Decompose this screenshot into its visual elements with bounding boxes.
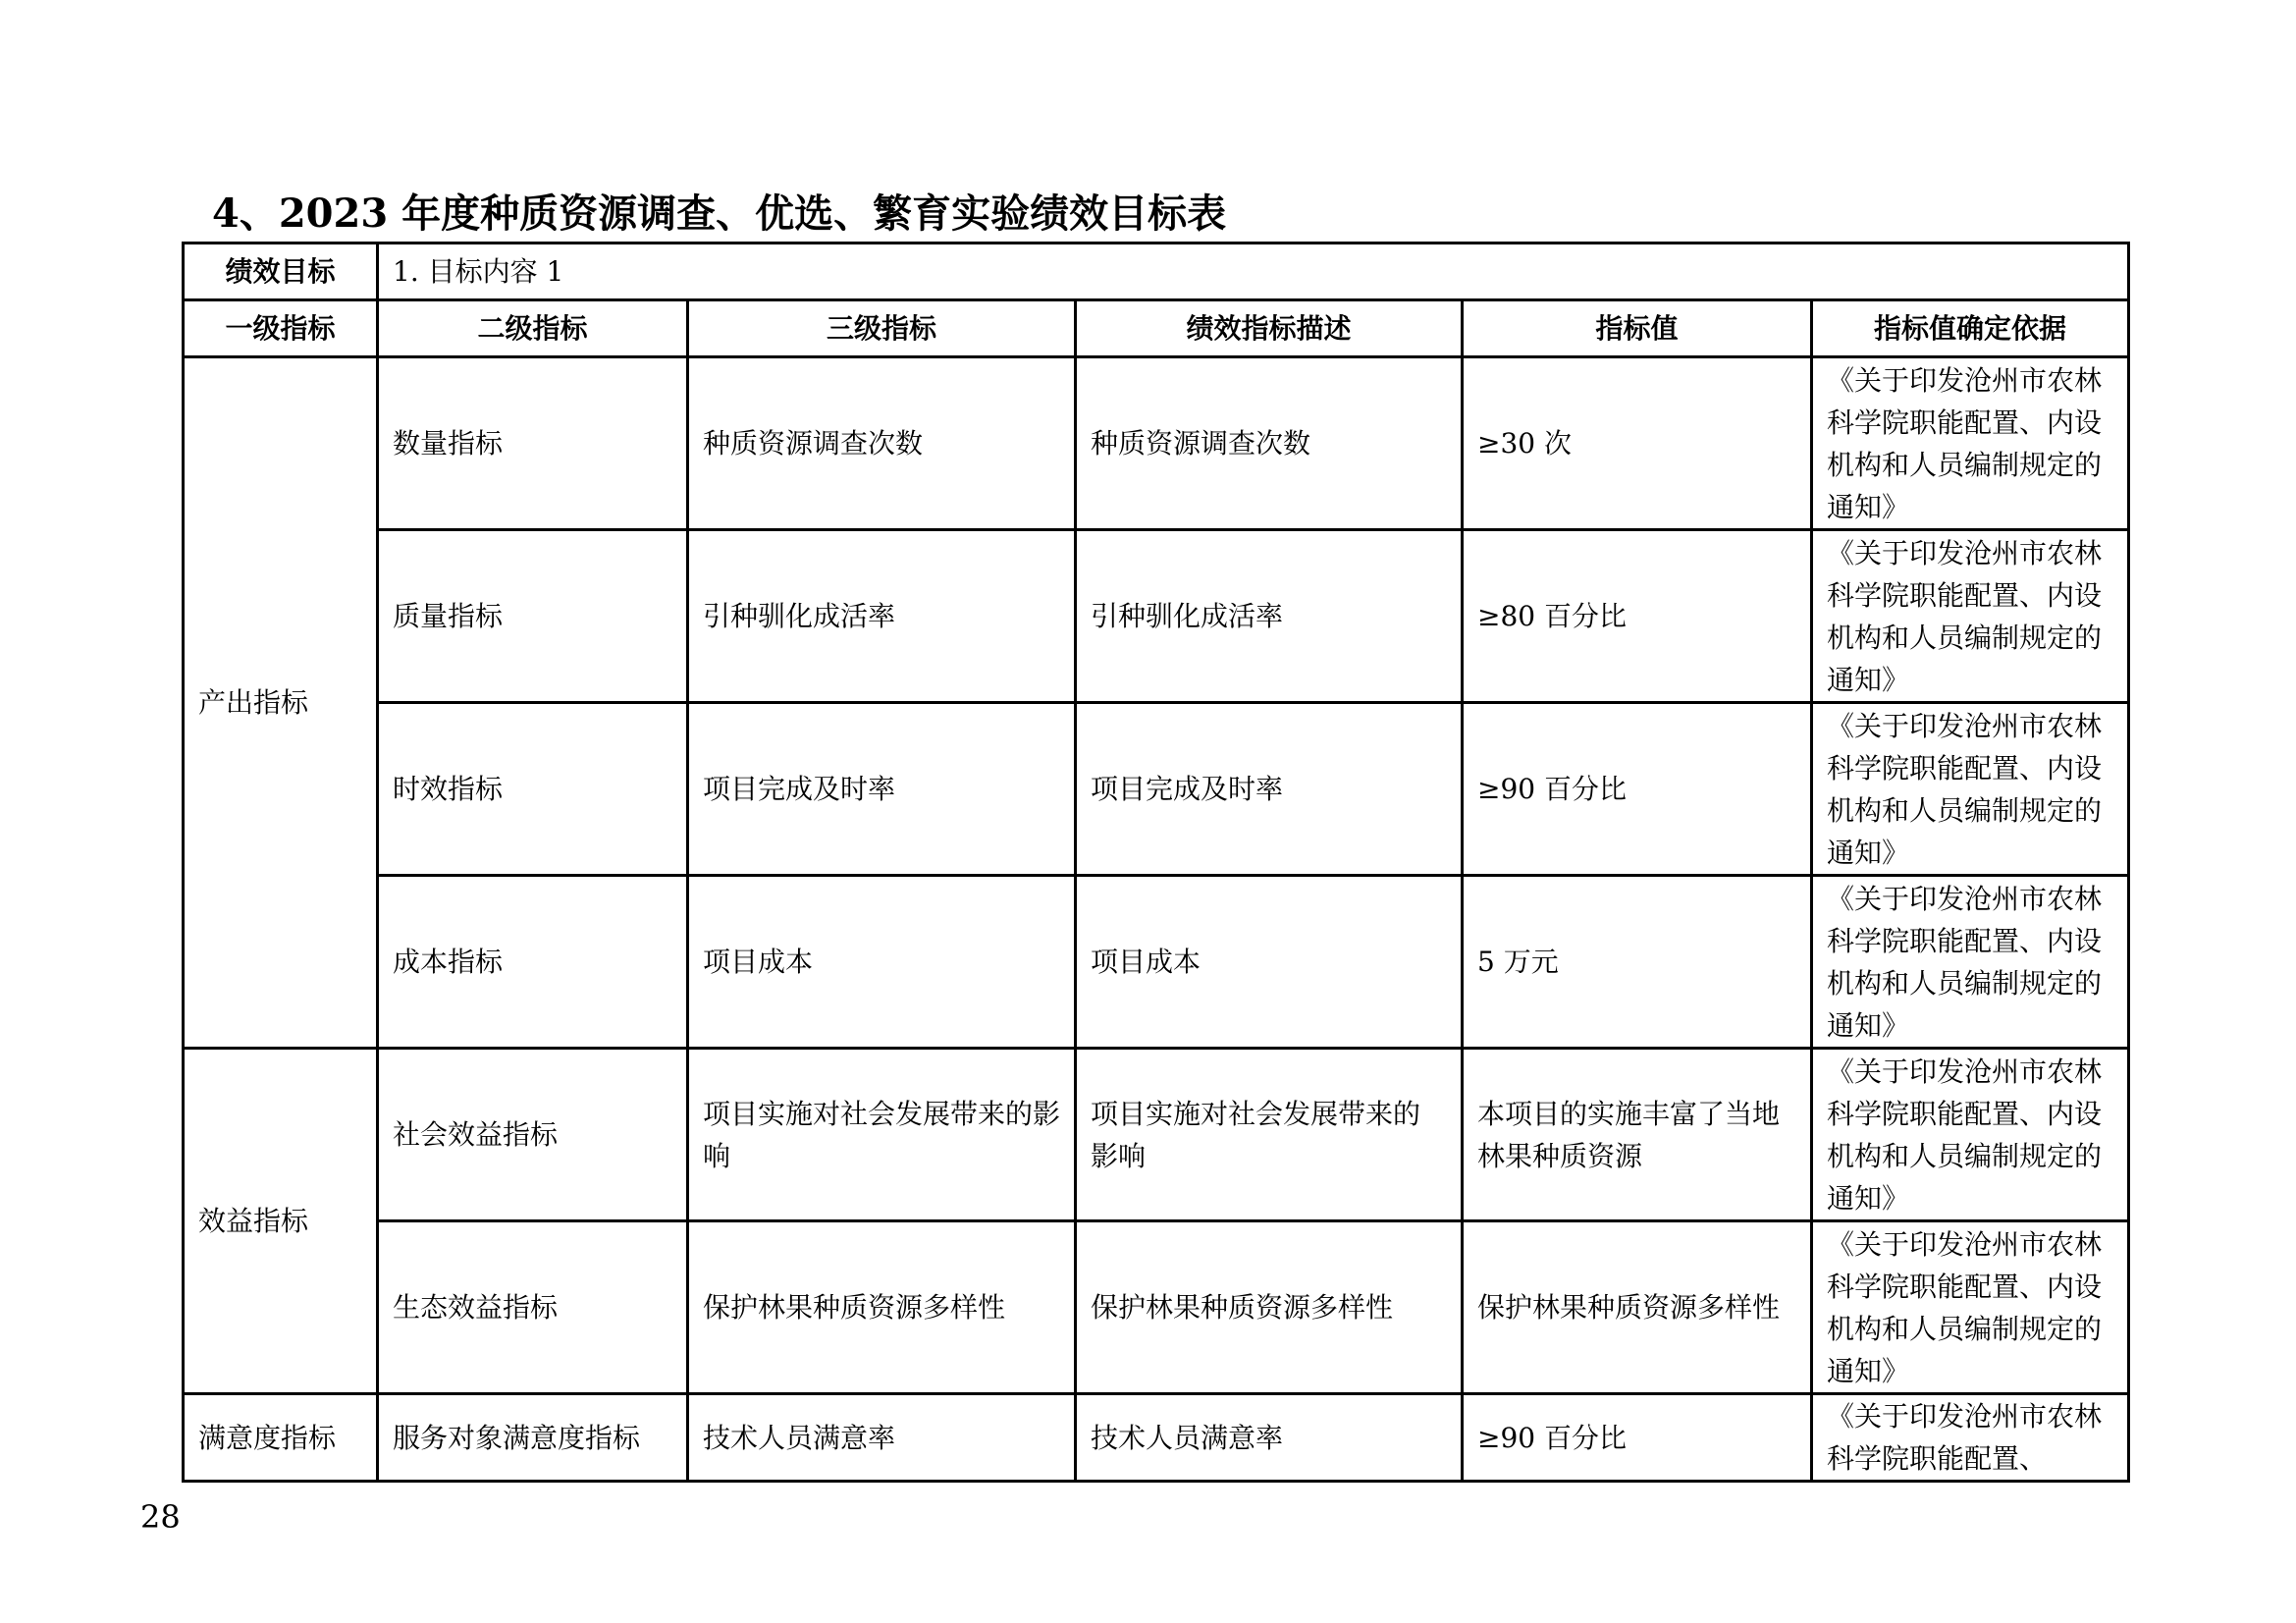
level3-cell: 项目实施对社会发展带来的影响 [688,1049,1076,1221]
level3-cell: 项目完成及时率 [688,703,1076,876]
level3-cell: 种质资源调查次数 [688,357,1076,530]
goal-content: 1. 目标内容 1 [378,243,2129,300]
basis-cell: 《关于印发沧州市农林科学院职能配置、内设机构和人员编制规定的通知》 [1812,1049,2129,1221]
description-cell: 技术人员满意率 [1076,1394,1463,1482]
page-number: 28 [140,1498,181,1536]
table-row [184,357,2129,530]
header-level2: 二级指标 [378,300,688,357]
basis-cell: 《关于印发沧州市农林科学院职能配置、 [1812,1394,2129,1482]
table-row [184,1221,2129,1394]
header-level1: 一级指标 [184,300,378,357]
level2-cell: 质量指标 [378,530,688,703]
page-title: 4、2023 年度种质资源调查、优选、繁育实验绩效目标表 [212,190,1227,237]
level3-cell: 保护林果种质资源多样性 [688,1221,1076,1394]
group-output: 产出指标 [184,357,378,1049]
level2-cell: 时效指标 [378,703,688,876]
level2-cell: 服务对象满意度指标 [378,1394,688,1482]
value-cell: ≥90 百分比 [1463,1394,1812,1482]
table-row [184,703,2129,876]
description-cell: 项目成本 [1076,876,1463,1049]
level2-cell: 生态效益指标 [378,1221,688,1394]
table-row [184,530,2129,703]
header-value: 指标值 [1463,300,1812,357]
value-cell: 本项目的实施丰富了当地林果种质资源 [1463,1049,1812,1221]
goal-label: 绩效目标 [184,243,378,300]
value-cell: ≥90 百分比 [1463,703,1812,876]
basis-cell: 《关于印发沧州市农林科学院职能配置、内设机构和人员编制规定的通知》 [1812,876,2129,1049]
performance-target-table [182,242,2130,1483]
value-cell: 保护林果种质资源多样性 [1463,1221,1812,1394]
level3-cell: 技术人员满意率 [688,1394,1076,1482]
table-row [184,876,2129,1049]
level3-cell: 引种驯化成活率 [688,530,1076,703]
header-basis: 指标值确定依据 [1812,300,2129,357]
description-cell: 引种驯化成活率 [1076,530,1463,703]
basis-cell: 《关于印发沧州市农林科学院职能配置、内设机构和人员编制规定的通知》 [1812,703,2129,876]
header-description: 绩效指标描述 [1076,300,1463,357]
level2-cell: 社会效益指标 [378,1049,688,1221]
description-cell: 种质资源调查次数 [1076,357,1463,530]
value-cell: ≥80 百分比 [1463,530,1812,703]
goal-row [184,243,2129,300]
basis-cell: 《关于印发沧州市农林科学院职能配置、内设机构和人员编制规定的通知》 [1812,530,2129,703]
group-benefit: 效益指标 [184,1049,378,1394]
table-row [184,1394,2129,1482]
value-cell: ≥30 次 [1463,357,1812,530]
table-row [184,1049,2129,1221]
value-cell: 5 万元 [1463,876,1812,1049]
basis-cell: 《关于印发沧州市农林科学院职能配置、内设机构和人员编制规定的通知》 [1812,1221,2129,1394]
group-satisfaction: 满意度指标 [184,1394,378,1482]
level3-cell: 项目成本 [688,876,1076,1049]
basis-cell: 《关于印发沧州市农林科学院职能配置、内设机构和人员编制规定的通知》 [1812,357,2129,530]
description-cell: 保护林果种质资源多样性 [1076,1221,1463,1394]
description-cell: 项目完成及时率 [1076,703,1463,876]
header-level3: 三级指标 [688,300,1076,357]
description-cell: 项目实施对社会发展带来的影响 [1076,1049,1463,1221]
level2-cell: 成本指标 [378,876,688,1049]
level2-cell: 数量指标 [378,357,688,530]
header-row [184,300,2129,357]
